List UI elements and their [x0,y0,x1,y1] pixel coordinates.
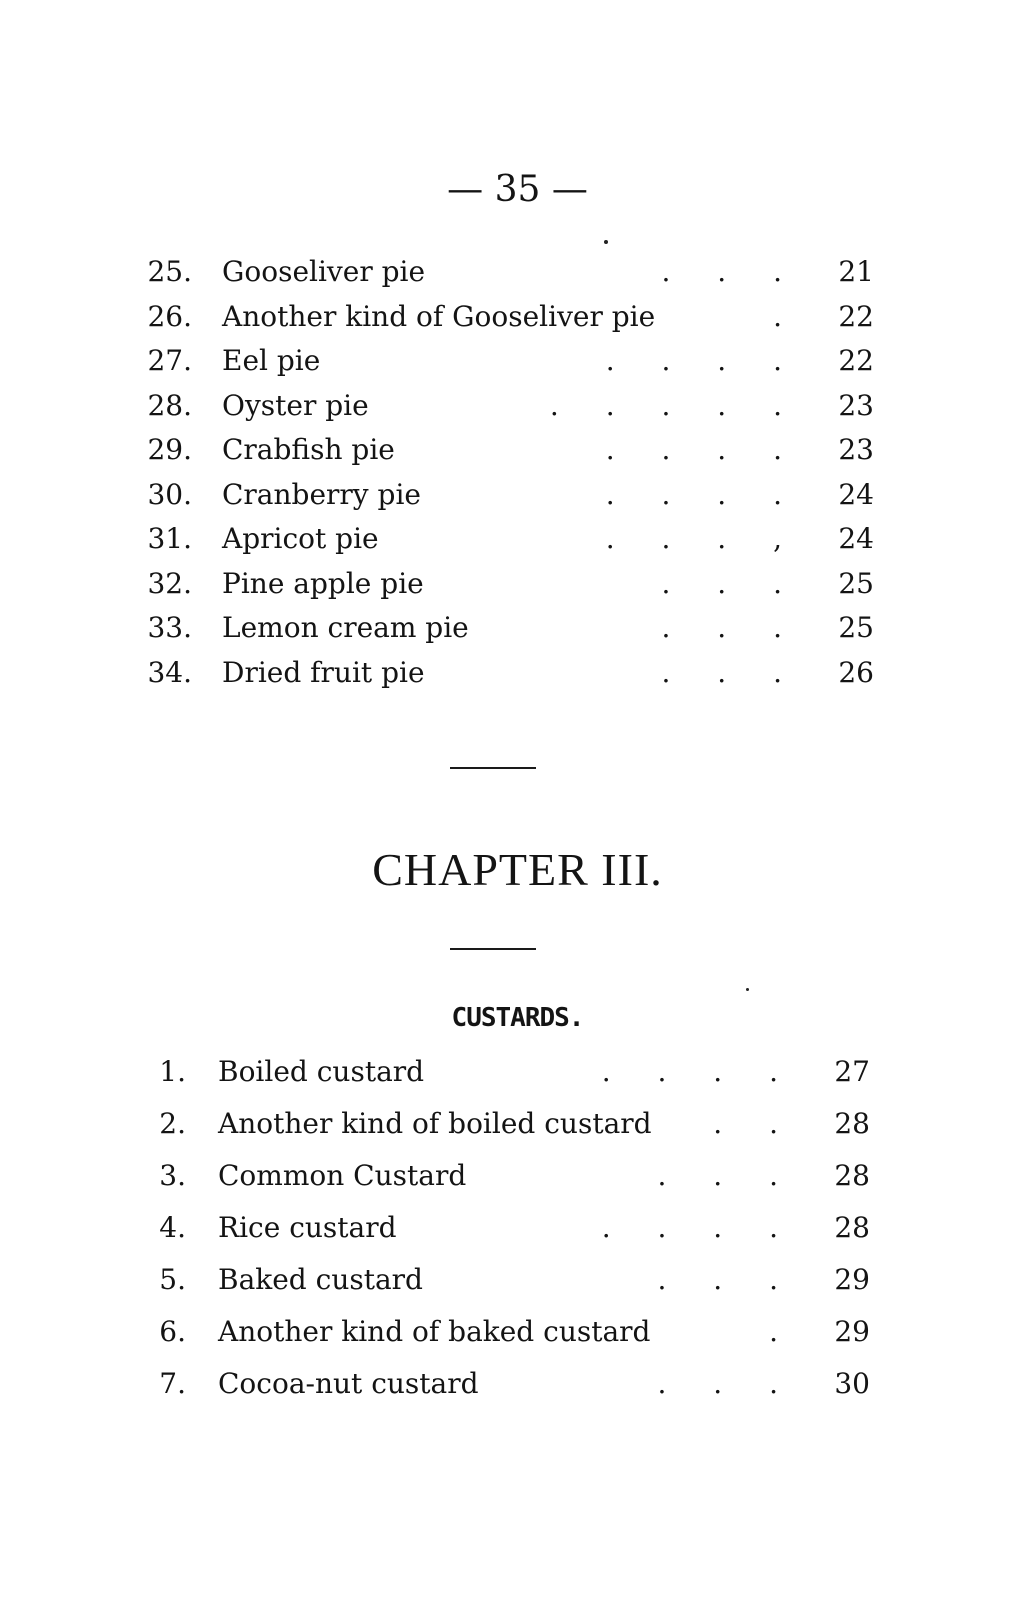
toc-entry [0,430,1035,470]
dot-leader: . . . [661,611,782,644]
entry-title: Pine apple pie [222,566,424,600]
section-title: CUSTARDS. [451,1003,584,1033]
entry-title: Oyster pie [222,388,369,422]
entry-title: Crabfish pie [222,433,395,466]
entry-number: 4. [159,1211,186,1244]
entry-number: 25. [147,255,192,288]
entry-page-number: 24 [838,522,874,555]
toc-entry [0,564,1035,604]
entry-number: 28. [147,388,192,422]
dot-leader: . . . , [605,522,782,555]
chapter-title: CHAPTER III. [372,844,663,895]
toc-entry [0,519,1035,559]
entry-number: 31. [147,522,192,555]
entry-number: 30. [147,477,192,511]
entry-page-number: 27 [834,1055,870,1088]
entry-number: 26. [147,299,192,333]
entry-title: Rice custard [218,1211,397,1244]
entry-number: 29. [147,433,192,466]
dot-leader: . . . [661,255,782,288]
entry-title: Dried fruit pie [222,655,425,689]
entry-title: Another kind of boiled custard [218,1107,652,1140]
toc-entry [0,1364,1035,1404]
entry-title: Another kind of Gooseliver pie [222,299,656,333]
toc-entry [0,1104,1035,1144]
dot-leader: . . . [657,1263,778,1296]
entry-title: Eel pie [222,344,321,377]
entry-number: 27. [147,344,192,377]
toc-entry [0,475,1035,515]
entry-number: 2. [159,1107,186,1140]
toc-entry [0,1312,1035,1352]
toc-entry [0,1156,1035,1196]
divider-rule [450,767,536,769]
entry-page-number: 29 [834,1263,870,1296]
toc-entry [0,1052,1035,1092]
entry-page-number: 30 [834,1367,870,1400]
entry-page-number: 28 [834,1107,870,1140]
toc-entry [0,1260,1035,1300]
toc-entry [0,341,1035,381]
entry-title: Common Custard [218,1159,467,1192]
dot-leader: . . . [657,1159,778,1192]
entry-number: 5. [159,1263,186,1296]
toc-entry [0,297,1035,337]
entry-title: Apricot pie [222,522,379,555]
divider-rule [450,948,536,950]
entry-number: 3. [159,1159,186,1192]
entry-page-number: 23 [838,433,874,466]
entry-page-number: 28 [834,1211,870,1244]
entry-page-number: 25 [838,611,874,644]
print-speck [746,988,749,991]
toc-entry [0,252,1035,292]
entry-number: 6. [159,1315,186,1348]
dot-leader: . . . [661,655,782,689]
entry-title: Cranberry pie [222,477,421,511]
toc-entry [0,386,1035,426]
entry-page-number: 22 [838,299,874,333]
dot-leader: . . . . [605,344,782,377]
entry-page-number: 22 [838,344,874,377]
dot-leader: . . . [661,566,782,600]
dot-leader: . . . . [605,433,782,466]
entry-number: 34. [147,655,192,689]
dot-leader: . . [713,1107,778,1140]
toc-entry [0,1208,1035,1248]
print-speck [604,240,608,244]
entry-page-number: 29 [834,1315,870,1348]
dot-leader: . . . . [601,1055,778,1088]
toc-entry [0,653,1035,693]
entry-title: Boiled custard [218,1055,425,1088]
entry-page-number: 24 [838,477,874,511]
entry-title: Cocoa-nut custard [218,1367,479,1400]
dot-leader: . [769,1315,778,1348]
entry-number: 7. [159,1367,186,1400]
page-number: — 35 — [447,169,588,210]
dot-leader: . . . . . [549,388,782,422]
dot-leader: . . . [657,1367,778,1400]
entry-page-number: 21 [838,255,874,288]
entry-number: 33. [147,611,192,644]
entry-number: 1. [159,1055,186,1088]
toc-entry [0,608,1035,648]
entry-title: Lemon cream pie [222,611,469,644]
dot-leader: . [773,299,782,333]
entry-title: Another kind of baked custard [218,1315,651,1348]
entry-number: 32. [147,566,192,600]
entry-title: Gooseliver pie [222,255,426,288]
entry-page-number: 26 [838,655,874,689]
entry-title: Baked custard [218,1263,423,1296]
dot-leader: . . . . [605,477,782,511]
entry-page-number: 28 [834,1159,870,1192]
entry-page-number: 23 [838,388,874,422]
dot-leader: . . . . [601,1211,778,1244]
entry-page-number: 25 [838,566,874,600]
